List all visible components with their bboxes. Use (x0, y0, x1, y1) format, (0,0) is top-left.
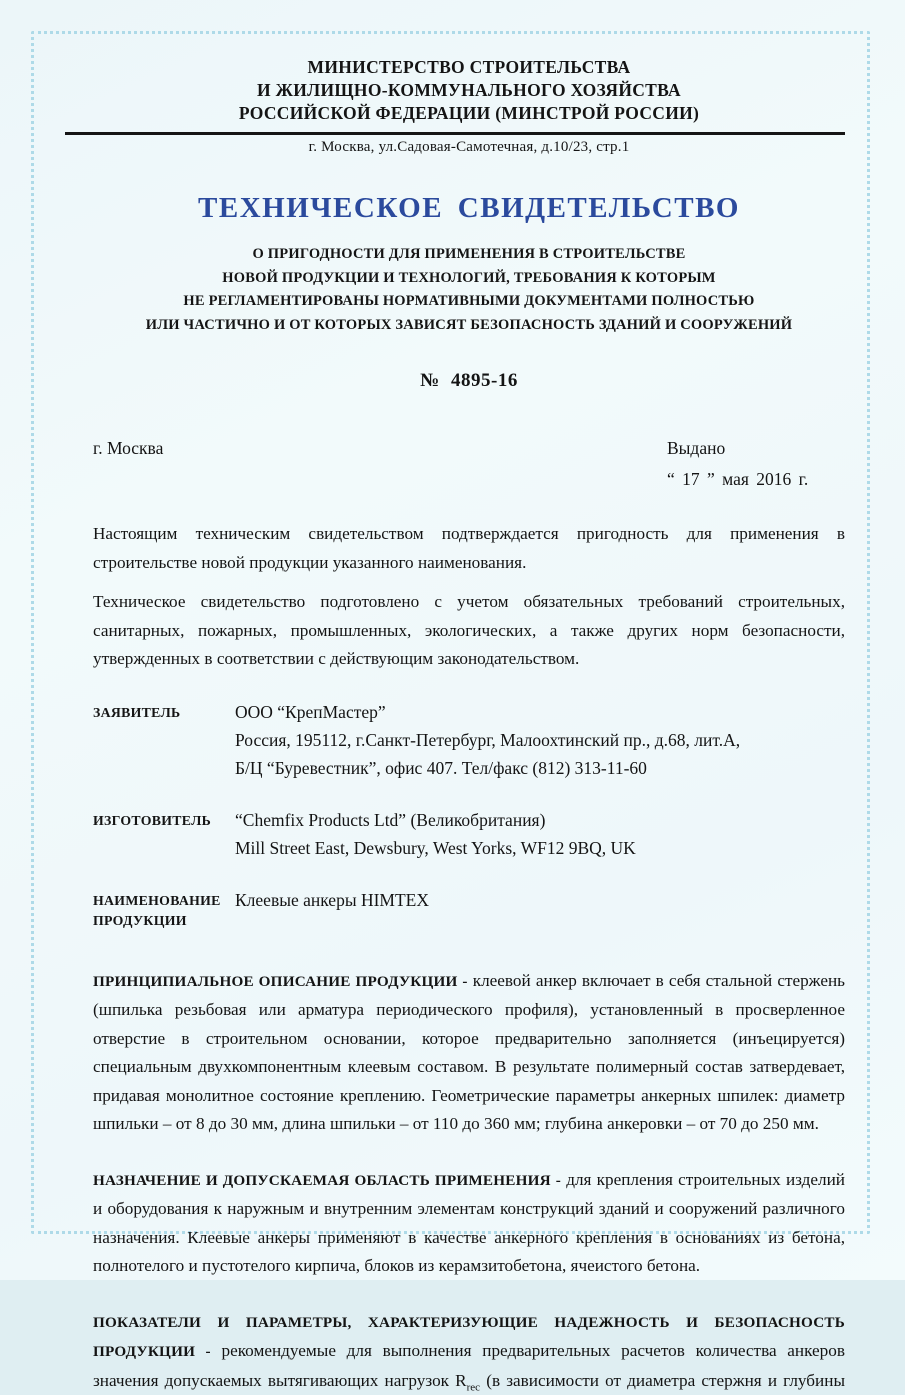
applicant-row (93, 698, 845, 782)
ministry-line: И ЖИЛИЩНО-КОММУНАЛЬНОГО ХОЗЯЙСТВА (93, 79, 845, 102)
ministry-address: г. Москва, ул.Садовая-Самотечная, д.10/23, стр.1 (93, 139, 845, 156)
subtitle-line: НОВОЙ ПРОДУКЦИИ И ТЕХНОЛОГИЙ, ТРЕБОВАНИЯ К КОТОРЫМ (93, 267, 845, 291)
section-body-end: (в зависимости от диаметра стержня и глубины (480, 1371, 845, 1390)
subtitle-line: О ПРИГОДНОСТИ ДЛЯ ПРИМЕНЕНИЯ В СТРОИТЕЛЬСТВЕ (93, 243, 845, 267)
product-name-value (235, 886, 429, 931)
applicant-label: ЗАЯВИТЕЛЬ (93, 698, 235, 782)
subtitle-line: НЕ РЕГЛАМЕНТИРОВАНЫ НОРМАТИВНЫМИ ДОКУМЕНТАМИ ПОЛНОСТЬЮ (93, 290, 845, 314)
ministry-line: МИНИСТЕРСТВО СТРОИТЕЛЬСТВА (93, 56, 845, 79)
letterhead (93, 56, 845, 156)
section-heading: НАЗНАЧЕНИЕ И ДОПУСКАЕМАЯ ОБЛАСТЬ ПРИМЕНЕНИЯ - (93, 1172, 561, 1189)
section-heading: ПРИНЦИПИАЛЬНОЕ ОПИСАНИЕ ПРОДУКЦИИ - (93, 973, 468, 990)
subtitle-line: ИЛИ ЧАСТИЧНО И ОТ КОТОРЫХ ЗАВИСЯТ БЕЗОПАСНОСТЬ ЗДАНИЙ И СООРУЖЕНИЙ (93, 314, 845, 338)
applicant-value (235, 698, 740, 782)
issued-date: “ 17 ” мая 2016 г. (667, 469, 845, 490)
manufacturer-line: “Chemfix Products Ltd” (Великобритания) (235, 806, 636, 834)
ministry-line: РОССИЙСКОЙ ФЕДЕРАЦИИ (МИНСТРОЙ РОССИИ) (93, 102, 845, 125)
product-name-label: НАИМЕНОВАНИЕ ПРОДУКЦИИ (93, 886, 235, 931)
section-body: для крепления строительных изделий и оборудования к наружным и внутренним элементам конструкций зданий и сооружений различного назначения. Клеевые анкеры применяют в качестве анкерного крепления в основаниях из бетона, полнотелого и пустотелого кирпича, блоков из керамзитобетона, ячеистого бетона. (93, 1170, 845, 1276)
document-number: № 4895-16 (93, 370, 845, 392)
manufacturer-line: Mill Street East, Dewsbury, West Yorks, WF12 9BQ, UK (235, 834, 636, 862)
applicant-line: ООО “КрепМастер” (235, 698, 740, 726)
header-divider (65, 132, 845, 135)
applicant-line: Б/Ц “Буревестник”, офис 407. Тел/факс (812) 313-11-60 (235, 754, 740, 782)
manufacturer-row (93, 806, 845, 862)
section-body: клеевой анкер включает в себя стальной стержень (шпилька резьбовая или арматура периодического профиля), установленный в просверленное отверстие в строительном основании, которое предварительно заполняется (инъецируется) специальным двухкомпонентным клеевым составом. В результате полимерный состав затвердевает, придавая монолитное состояние креплению. Геометрические параметры анкерных шпилек: диаметр шпильки – от 8 до 30 мм, длина шпильки – от 110 до 360 мм; глубина анкеровки – от 70 до 250 мм. (93, 971, 845, 1134)
issued-label: Выдано (667, 438, 845, 459)
section-purpose-scope (93, 1166, 845, 1281)
intro-paragraph-2: Техническое свидетельство подготовлено с учетом обязательных требований строительных, санитарных, пожарных, промышленных, экологических, а также других норм безопасности, утвержденных в соответствии с действующим законодательством. (93, 588, 845, 674)
document-subtitle (93, 243, 845, 337)
section-heading: ПОКАЗАТЕЛИ И ПАРАМЕТРЫ, ХАРАКТЕРИЗУЮЩИЕ НАДЕЖНОСТЬ И БЕЗОПАСНОСТЬ ПРОДУКЦИИ - (93, 1314, 845, 1361)
r-rec-subscript: rec (467, 1381, 480, 1393)
product-name-row (93, 886, 845, 931)
issue-block (667, 438, 845, 490)
section-body-start: рекомендуемые для выполнения предварительных расчетов количества анкеров значения допускаемых вытягивающих нагрузок R (93, 1341, 845, 1390)
parties-block (93, 698, 845, 931)
intro-paragraph-1: Настоящим техническим свидетельством подтверждается пригодность для применения в строительстве новой продукции указанного наименования. (93, 520, 845, 577)
issue-row (93, 438, 845, 490)
manufacturer-label: ИЗГОТОВИТЕЛЬ (93, 806, 235, 862)
section-product-description (93, 967, 845, 1139)
product-name-line: Клеевые анкеры HIMTEX (235, 886, 429, 914)
ministry-name (93, 56, 845, 125)
manufacturer-value (235, 806, 636, 862)
document-title: ТЕХНИЧЕСКОЕ СВИДЕТЕЛЬСТВО (93, 192, 845, 225)
applicant-line: Россия, 195112, г.Санкт-Петербург, Малоохтинский пр., д.68, лит.А, (235, 726, 740, 754)
issue-city: г. Москва (93, 438, 163, 490)
section-reliability-safety (93, 1308, 845, 1395)
